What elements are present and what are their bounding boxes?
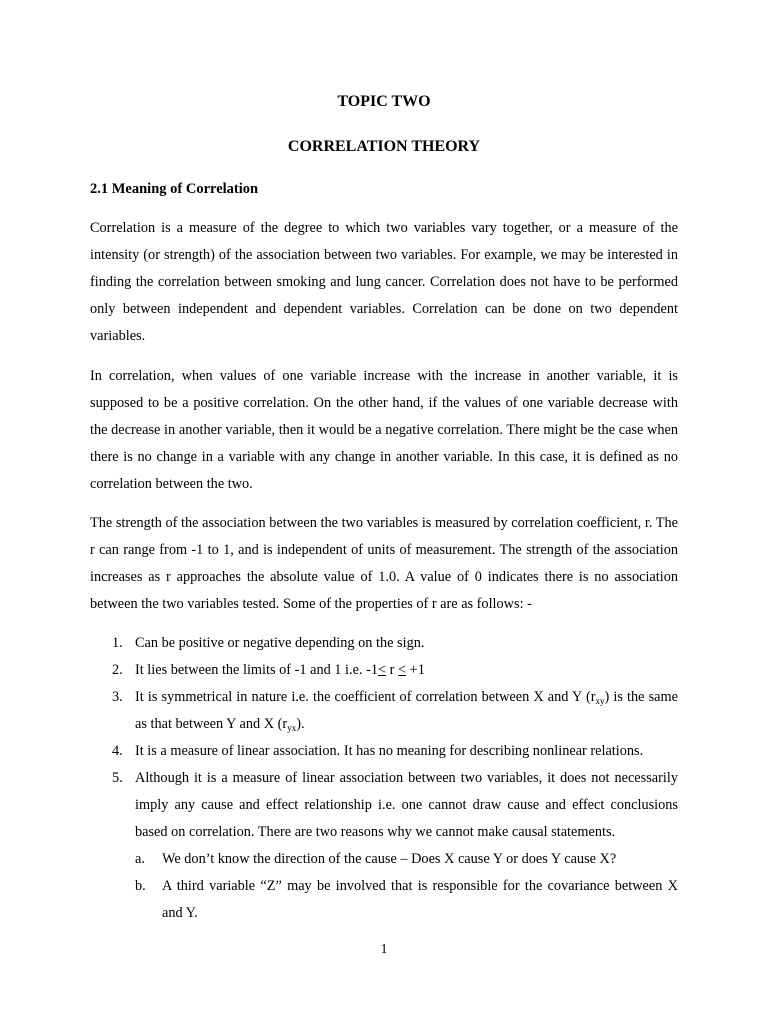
list-item-text: Can be positive or negative depending on the sign. [135, 635, 425, 651]
list-number: 1. [112, 635, 123, 651]
list-item-text: Although it is a measure of linear association between two variables, it does not necessarily imply any cause and effect relationship i.e. one cannot draw cause and effect conclusions based on correlation. There are two reasons why we cannot make causal statements. [135, 770, 678, 840]
list-item [90, 684, 678, 738]
list-letter: b. [135, 878, 146, 894]
subscript: xy [595, 696, 605, 706]
reasons-list [135, 846, 678, 927]
list-item [90, 738, 678, 765]
list-item-text: +1 [406, 662, 425, 678]
list-item-text: It lies between the limits of -1 and 1 i.e. -1 [135, 662, 378, 678]
list-number: 5. [112, 770, 123, 786]
list-item-text: It is symmetrical in nature i.e. the coefficient of correlation between X and Y (r [135, 689, 596, 705]
paragraph-definition: Correlation is a measure of the degree to which two variables vary together, or a measure of the intensity (or strength) of the association between two variables. For example, we may be interested in finding the correlation between smoking and lung cancer. Correlation does not have to be performed only between independent and dependent variables. Correlation can be done on two dependent variables. [90, 220, 678, 344]
paragraph-direction: In correlation, when values of one variable increase with the increase in another variable, it is supposed to be a positive correlation. On the other hand, if the values of one variable decrease with the decrease in another variable, then it would be a negative correlation. There might be the case when there is no change in a variable with any change in another variable. In this case, it is defined as no correlation between the two. [90, 368, 678, 492]
list-item-text: It is a measure of linear association. It has no meaning for describing nonlinear relations. [135, 743, 644, 759]
less-equal-sign: < [397, 662, 407, 678]
page-number: 1 [380, 942, 388, 957]
list-number: 4. [112, 743, 123, 759]
section-heading: 2.1 Meaning of Correlation [90, 181, 259, 197]
list-item [90, 630, 678, 657]
list-item [90, 657, 678, 684]
less-equal-sign: < [377, 662, 387, 678]
topic-subtitle: CORRELATION THEORY [287, 138, 481, 155]
list-letter: a. [135, 851, 145, 867]
list-item-text: ). [296, 716, 305, 732]
topic-title: TOPIC TWO [337, 93, 431, 110]
list-number: 3. [112, 689, 123, 705]
list-item-text: r [386, 662, 398, 678]
list-item-text: ) is the same as that between Y and X (r [135, 689, 678, 732]
properties-list [90, 630, 678, 927]
list-item [135, 873, 678, 927]
subscript: yx [287, 723, 297, 733]
paragraph-strength: The strength of the association between the two variables is measured by correlation coefficient, r. The r can range from -1 to 1, and is independent of units of measurement. The strength of the association increases as r approaches the absolute value of 1.0. A value of 0 indicates there is no association between the two variables tested. Some of the properties of r are as follows: - [90, 515, 678, 612]
list-item-text: A third variable “Z” may be involved that is responsible for the covariance between X and Y. [162, 878, 678, 921]
list-item [135, 846, 678, 873]
list-item-text: We don’t know the direction of the cause – Does X cause Y or does Y cause X? [162, 851, 617, 867]
list-number: 2. [112, 662, 123, 678]
list-item [90, 765, 678, 927]
